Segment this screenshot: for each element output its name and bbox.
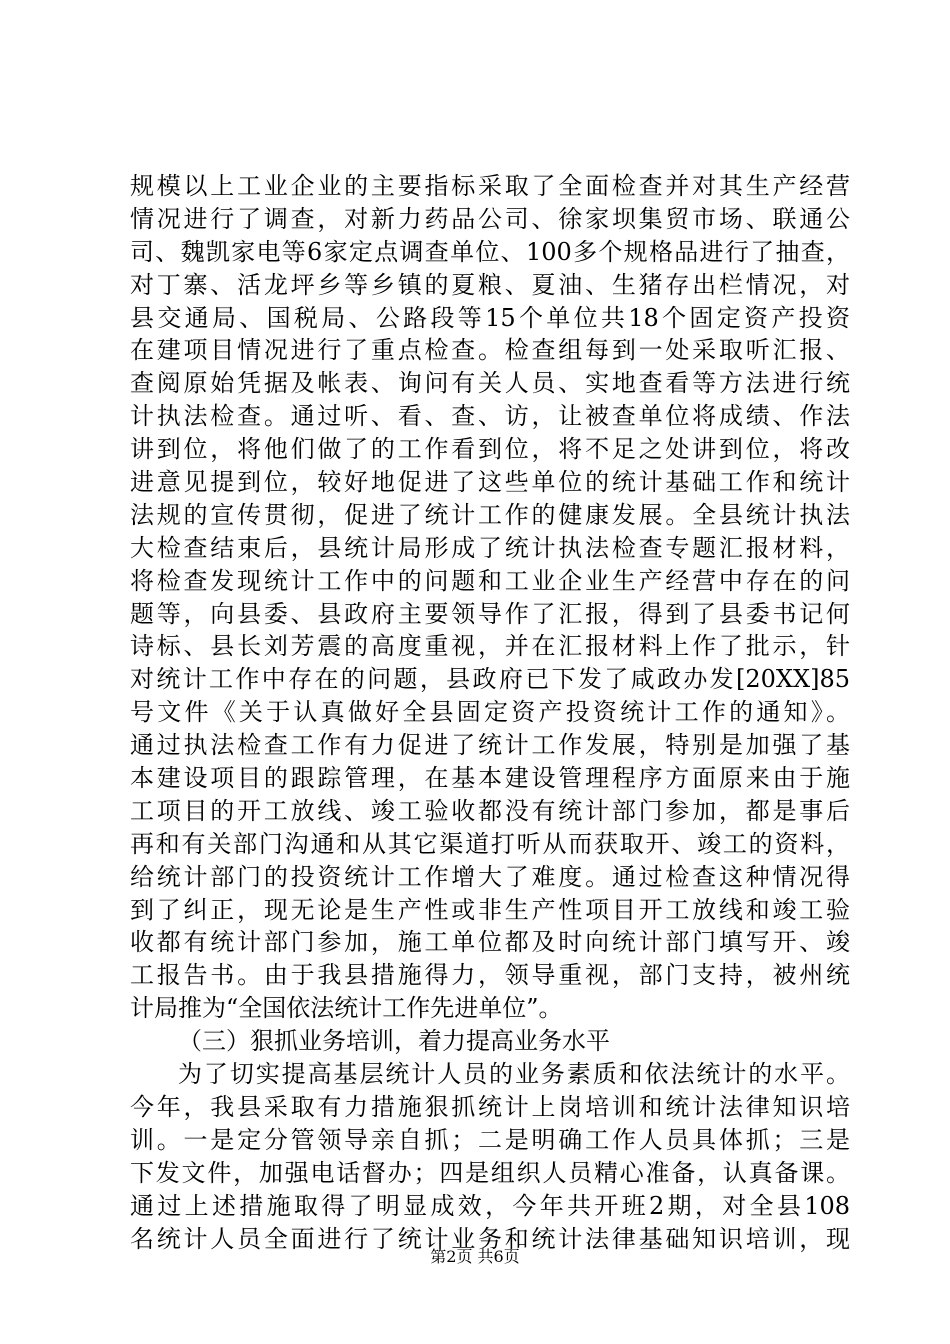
text-line: 工项目的开工放线、竣工验收都没有统计部门参加，都是事后 — [130, 796, 850, 825]
text-line: 法规的宣传贯彻，促进了统计工作的健康发展。全县统计执法 — [130, 500, 850, 529]
text-line: 通过执法检查工作有力促进了统计工作发展，特别是加强了基 — [130, 731, 850, 760]
text-line: 进意见提到位，较好地促进了这些单位的统计基础工作和统计 — [130, 468, 850, 497]
text-line: 名统计人员全面进行了统计业务和统计法律基础知识培训，现 — [130, 1224, 850, 1253]
text-line: 诗标、县长刘芳震的高度重视，并在汇报材料上作了批示，针 — [130, 632, 850, 661]
text-line: （三）狠抓业务培训，着力提高业务水平 — [178, 1027, 610, 1056]
text-line: 今年，我县采取有力措施狠抓统计上岗培训和统计法律知识培 — [130, 1092, 850, 1121]
text-line: 计执法检查。通过听、看、查、访，让被查单位将成绩、作法 — [130, 402, 850, 431]
text-line: 情况进行了调查，对新力药品公司、徐家坝集贸市场、联通公 — [130, 204, 850, 233]
text-line: 训。一是定分管领导亲自抓；二是明确工作人员具体抓；三是 — [130, 1125, 850, 1154]
text-line: 号文件《关于认真做好全县固定资产投资统计工作的通知》。 — [130, 698, 850, 727]
document-body — [130, 170, 850, 1255]
text-line: 县交通局、国税局、公路段等15个单位共18个固定资产投资 — [130, 303, 850, 332]
text-line: 在建项目情况进行了重点检查。检查组每到一处采取听汇报、 — [130, 336, 850, 365]
text-line: 到了纠正，现无论是生产性或非生产性项目开工放线和竣工验 — [130, 895, 850, 924]
text-line: 规模以上工业企业的主要指标采取了全面检查并对其生产经营 — [130, 172, 850, 200]
text-line: 给统计部门的投资统计工作增大了难度。通过检查这种情况得 — [130, 862, 850, 891]
text-line: 再和有关部门沟通和从其它渠道打听从而获取开、竣工的资料， — [130, 829, 850, 858]
text-line: 题等，向县委、县政府主要领导作了汇报，得到了县委书记何 — [130, 599, 850, 628]
text-line: 对统计工作中存在的问题，县政府已下发了咸政办发[20XX]85 — [130, 665, 850, 694]
text-line: 讲到位，将他们做了的工作看到位，将不足之处讲到位，将改 — [130, 435, 850, 464]
text-line: 本建设项目的跟踪管理，在基本建设管理程序方面原来由于施 — [130, 764, 850, 793]
text-line: 下发文件，加强电话督办；四是组织人员精心准备，认真备课。 — [130, 1158, 850, 1187]
text-line: 通过上述措施取得了明显成效，今年共开班2期，对全县108 — [130, 1191, 850, 1220]
text-line: 对丁寨、活龙坪乡等乡镇的夏粮、夏油、生猪存出栏情况，对 — [130, 270, 850, 299]
page-footer: 第2页 共6页 — [430, 1247, 520, 1266]
text-line: 计局推为“全国依法统计工作先进单位”。 — [130, 994, 563, 1023]
text-line: 工报告书。由于我县措施得力，领导重视，部门支持，被州统 — [130, 961, 850, 990]
text-line: 大检查结束后，县统计局形成了统计执法检查专题汇报材料， — [130, 533, 850, 562]
text-line: 司、魏凯家电等6家定点调查单位、100多个规格品进行了抽查， — [130, 237, 850, 266]
text-line: 为了切实提高基层统计人员的业务素质和依法统计的水平。 — [178, 1060, 850, 1089]
text-line: 查阅原始凭据及帐表、询问有关人员、实地查看等方法进行统 — [130, 369, 850, 398]
text-line: 收都有统计部门参加，施工单位都及时向统计部门填写开、竣 — [130, 928, 850, 957]
text-line: 将检查发现统计工作中的问题和工业企业生产经营中存在的问 — [130, 566, 850, 595]
